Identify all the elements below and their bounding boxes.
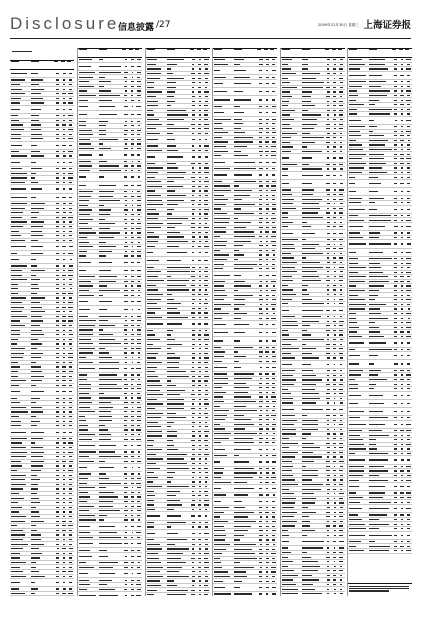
table-row [78, 103, 142, 111]
table-row [281, 307, 345, 315]
table-row [213, 337, 277, 345]
table-row [10, 243, 74, 251]
table-header [281, 48, 345, 58]
table-row [348, 400, 412, 408]
table-row [146, 257, 210, 265]
table-row [348, 360, 412, 368]
table-row [281, 406, 345, 414]
column-title [10, 51, 74, 60]
table-column [212, 48, 277, 596]
table-row [78, 151, 142, 159]
table-row [213, 446, 277, 454]
table-column [77, 48, 142, 596]
table-row [10, 592, 74, 596]
table-row [213, 159, 277, 167]
table-row [78, 365, 142, 373]
table-row [146, 530, 210, 538]
table-row [348, 505, 412, 513]
table-header [348, 48, 412, 58]
table-row [348, 72, 412, 80]
table-row [78, 111, 142, 119]
table-row [78, 63, 142, 71]
table-row [348, 339, 412, 347]
table-row [348, 408, 412, 416]
table-row [10, 159, 74, 167]
table-column [280, 48, 345, 596]
table-row [78, 442, 142, 450]
table-row [213, 88, 277, 96]
table-row [78, 182, 142, 190]
table-row [213, 109, 277, 117]
table-column [10, 48, 74, 596]
table-row [78, 298, 142, 306]
table-row [10, 579, 74, 587]
masthead-brand: Disclosure [10, 14, 120, 33]
table-row [10, 388, 74, 396]
table-row [213, 321, 277, 329]
table-row [213, 485, 277, 493]
table-row [213, 171, 277, 179]
table-row [78, 523, 142, 531]
table-header [146, 48, 210, 58]
table-row [213, 458, 277, 466]
table-row [348, 549, 412, 554]
table-row [78, 267, 142, 275]
table-row [213, 584, 277, 592]
table-row [348, 206, 412, 214]
table-header [213, 48, 277, 58]
table-row [146, 320, 210, 328]
masthead-rule [10, 38, 411, 39]
table-row [10, 106, 74, 114]
table-row [213, 67, 277, 75]
table-row [213, 498, 277, 506]
table-row [10, 429, 74, 437]
table-row [281, 230, 345, 238]
page-number: /27 [156, 20, 171, 30]
table-row [348, 240, 412, 248]
table-row [348, 117, 412, 125]
table-row [10, 194, 74, 202]
table-row [78, 306, 142, 314]
table-row [78, 592, 142, 596]
fund-holdings-table-columns [10, 48, 411, 596]
table-footnote [348, 583, 412, 594]
table-row [78, 553, 142, 561]
table-row [146, 136, 210, 144]
table-row [213, 329, 277, 337]
table-row [213, 364, 277, 372]
table-row [10, 70, 74, 78]
table-column [347, 48, 412, 596]
newspaper-logo: 上海证券报 [363, 20, 411, 31]
table-row [146, 593, 210, 596]
table-row [10, 142, 74, 150]
table-row [281, 180, 345, 188]
table-row [281, 154, 345, 162]
table-column [145, 48, 210, 596]
issue-date: 2009年12月30日 星期三 [318, 23, 359, 27]
table-header [78, 48, 142, 58]
table-row [348, 456, 412, 464]
table-row [281, 361, 345, 369]
table-row [281, 172, 345, 180]
table-row [78, 173, 142, 181]
table-header [10, 60, 74, 70]
table-row [10, 256, 74, 264]
table-row [146, 153, 210, 161]
table-row [348, 421, 412, 429]
table-row [213, 96, 277, 104]
table-row [348, 532, 412, 540]
masthead [10, 10, 411, 38]
table-row [348, 392, 412, 400]
table-row [281, 592, 345, 596]
section-title: 信息披露 [118, 23, 155, 33]
table-row [78, 464, 142, 472]
table-row [146, 512, 210, 520]
table-row [348, 249, 412, 257]
table-row [146, 249, 210, 257]
table-row [78, 570, 142, 578]
table-row [348, 483, 412, 491]
table-row [213, 272, 277, 280]
table-row [213, 80, 277, 88]
table-row [78, 540, 142, 548]
table-row [348, 352, 412, 360]
table-row [281, 538, 345, 546]
table-row [78, 259, 142, 267]
table-row [348, 180, 412, 188]
table-row [10, 185, 74, 193]
table-row [348, 223, 412, 231]
table-row [213, 592, 277, 596]
table-row [348, 188, 412, 196]
